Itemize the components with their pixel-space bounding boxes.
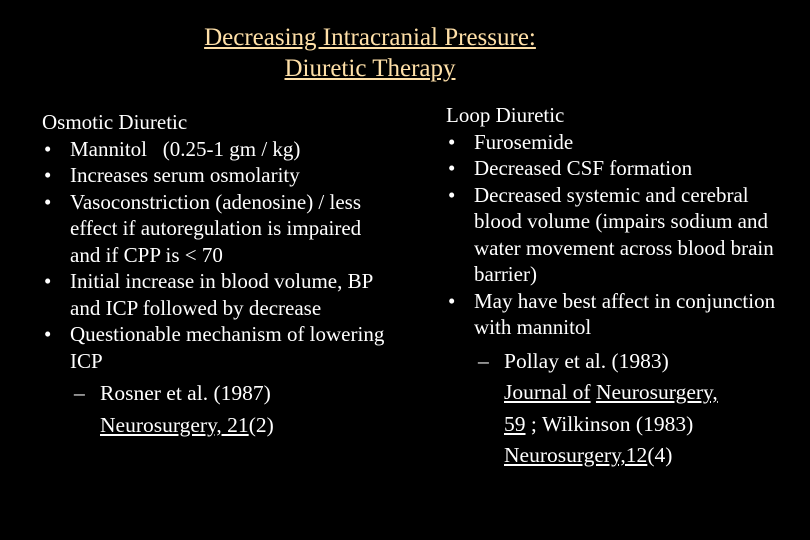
reference-journal-2: Neurosurgery,12 xyxy=(504,443,648,467)
left-bullet-item xyxy=(42,268,392,321)
bullet-icon: • xyxy=(448,156,456,180)
bullet-icon: • xyxy=(44,136,52,161)
reference-authors: Pollay et al. (1983) xyxy=(504,348,669,373)
right-bullet-text: Furosemide xyxy=(474,129,574,154)
left-bullet-text: Vasoconstriction (adenosine) / less effect if autoregulation is impaired and if CPP is < 70 xyxy=(70,189,362,267)
right-bullet-text: Decreased CSF formation xyxy=(474,156,693,180)
reference-issue-2: (4) xyxy=(647,443,673,467)
reference-journal: Neurosurgery, 21 xyxy=(100,412,249,437)
right-reference xyxy=(446,346,781,472)
right-bullet-item xyxy=(446,155,781,182)
left-bullet-text: Mannitol (0.25-1 gm / kg) xyxy=(70,136,301,161)
dash-icon: – xyxy=(478,348,489,373)
loop-diuretic-heading: Loop Diuretic xyxy=(446,103,565,127)
loop-diuretic-column xyxy=(446,102,781,472)
bullet-icon: • xyxy=(448,288,456,313)
left-bullet-item xyxy=(42,136,392,163)
reference-journal-word-2: Neurosurgery, xyxy=(595,380,718,404)
left-bullet-text: Increases serum osmolarity xyxy=(70,163,300,187)
left-bullet-item xyxy=(42,189,392,269)
dash-icon: – xyxy=(74,381,85,405)
reference-separator: ; Wilkinson (1983) xyxy=(525,411,694,436)
bullet-icon: • xyxy=(448,182,456,207)
left-bullet-item xyxy=(42,162,392,189)
right-bullet-item xyxy=(446,288,781,341)
bullet-icon: • xyxy=(44,163,52,187)
left-bullet-text: Initial increase in blood volume, BP and ICP followed by decrease xyxy=(70,269,373,320)
left-reference xyxy=(42,378,392,441)
slide-title xyxy=(120,22,620,84)
osmotic-diuretic-heading: Osmotic Diuretic xyxy=(42,110,188,134)
title-line-1: Decreasing Intracranial Pressure: xyxy=(204,24,536,51)
right-bullet-item xyxy=(446,182,781,288)
right-bullet-text: May have best affect in conjunction with mannitol xyxy=(474,288,776,339)
title-line-2: Diuretic Therapy xyxy=(284,55,456,82)
right-bullet-text: Decreased systemic and cerebral blood volume (impairs sodium and water movement across blood brain barrier) xyxy=(474,182,774,286)
bullet-icon: • xyxy=(44,322,52,346)
osmotic-diuretic-column xyxy=(42,109,392,441)
bullet-icon: • xyxy=(44,189,52,214)
right-bullet-item xyxy=(446,129,781,156)
reference-issue: (2) xyxy=(248,412,274,437)
bullet-icon: • xyxy=(44,269,52,293)
reference-authors: Rosner et al. (1987) xyxy=(100,381,271,405)
left-bullet-text: Questionable mechanism of lowering ICP xyxy=(70,322,385,373)
reference-journal-word-1: Journal of xyxy=(504,380,591,404)
reference-volume: 59 xyxy=(504,411,526,436)
left-bullet-item xyxy=(42,321,392,374)
bullet-icon: • xyxy=(448,129,456,154)
